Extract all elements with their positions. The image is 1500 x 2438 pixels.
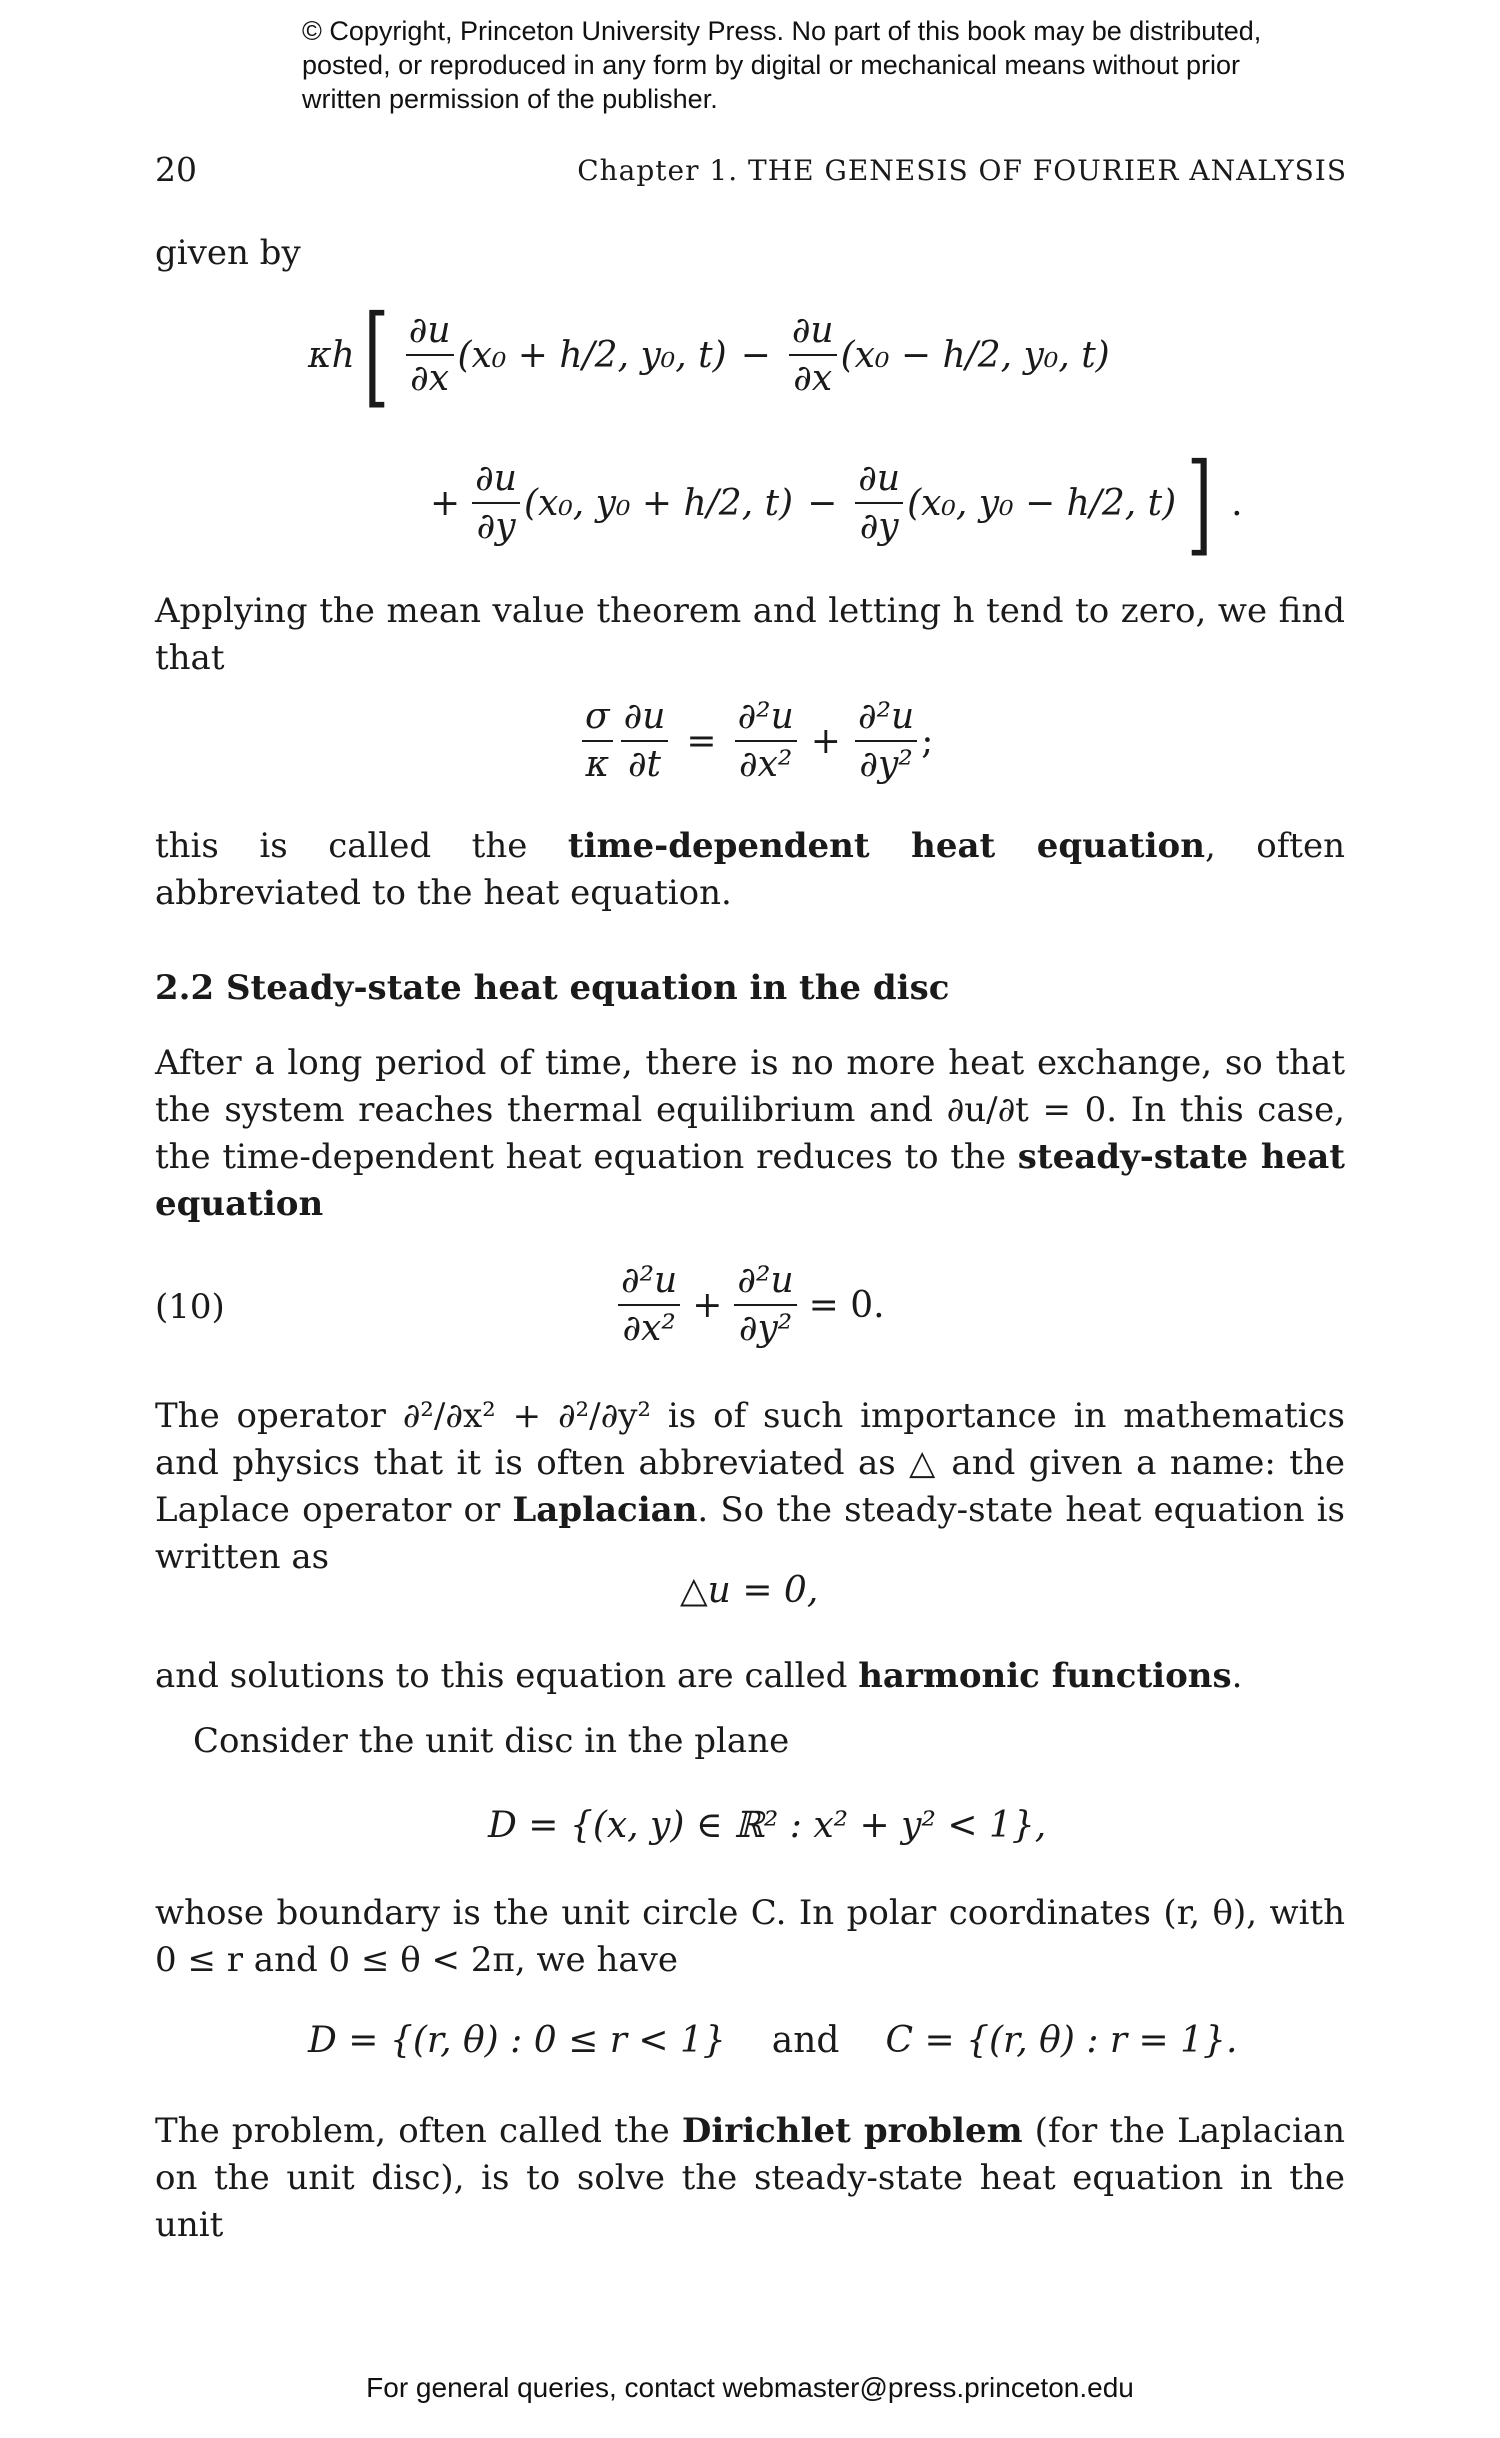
section-heading: 2.2 Steady-state heat equation in the disc bbox=[155, 968, 950, 1008]
running-head: Chapter 1. THE GENESIS OF FOURIER ANALYSIS bbox=[577, 154, 1347, 187]
laplace-equation-10 bbox=[614, 1258, 885, 1352]
fraction: $\frac{\text{∂²u}}{\text{∂y²}}$ bbox=[734, 1258, 796, 1352]
equals-zero: = 0. bbox=[808, 1284, 885, 1326]
term-laplacian: Laplacian bbox=[512, 1490, 698, 1530]
equation-number: (10) bbox=[155, 1287, 225, 1327]
steady-state-paragraph: After a long period of time, there is no more heat exchange, so that the system reaches thermal equilibrium and ∂u/∂t = 0. In this case, the time-dependent heat equation reduces to the steady-state heat equation bbox=[155, 1043, 1345, 1224]
plus: + bbox=[430, 482, 461, 524]
boundary-paragraph: whose boundary is the unit circle C. In polar coordinates (r, θ), with 0 ≤ r and 0 ≤ θ < 2π, we have bbox=[155, 1893, 1345, 1980]
equals: = bbox=[686, 720, 717, 762]
term-dirichlet-problem: Dirichlet problem bbox=[681, 2111, 1023, 2151]
heat-equation bbox=[578, 694, 933, 788]
term-steady-state-heat-equation: steady-state heat equation bbox=[155, 1137, 1345, 1224]
term-time-dependent-heat-equation: time-dependent heat equation bbox=[567, 826, 1205, 866]
given-by-text: given by bbox=[155, 233, 301, 273]
fraction: $\frac{\partial u}{\partial y}$ bbox=[472, 456, 520, 550]
period: . bbox=[1231, 482, 1243, 524]
dirichlet-paragraph: The problem, often called the Dirichlet problem (for the Laplacian on the unit disc), is to solve the steady-state heat equation in the unit bbox=[155, 2111, 1345, 2245]
fraction: $\frac{\text{∂²u}}{\text{∂y²}}$ bbox=[855, 694, 917, 788]
fraction: $\frac{\partial u}{\partial t}$ bbox=[621, 694, 669, 788]
fraction: $\frac{\partial u}{\partial x}$ bbox=[406, 308, 454, 402]
semicolon: ; bbox=[921, 720, 934, 762]
footer-contact: For general queries, contact webmaster@press.princeton.edu bbox=[366, 2372, 1134, 2403]
args: (x₀, y₀ − h/2, t) bbox=[907, 482, 1177, 524]
disc-definition: D = {(x, y) ∈ ℝ² : x² + y² < 1}, bbox=[488, 1805, 1047, 1846]
operator-paragraph: The operator ∂²/∂x² + ∂²/∂y² is of such importance in mathematics and physics that it is often abbreviated as △ and given a name: the Laplace operator or Laplacian. So the steady-state heat equation is written as bbox=[155, 1396, 1345, 1577]
page-number: 20 bbox=[155, 150, 197, 189]
plus: + bbox=[692, 1284, 723, 1326]
mean-value-paragraph: Applying the mean value theorem and letting h tend to zero, we find that bbox=[155, 591, 1345, 678]
flux-equation-line2 bbox=[430, 439, 1243, 567]
fraction: $\frac{\partial u}{\partial x}$ bbox=[789, 308, 837, 402]
and-text: and bbox=[771, 2020, 840, 2061]
args: (x₀ − h/2, y₀, t) bbox=[840, 334, 1110, 376]
circle-polar: C = {(r, θ) : r = 1}. bbox=[885, 2020, 1238, 2061]
harmonic-paragraph: and solutions to this equation are called harmonic functions. bbox=[155, 1656, 1243, 1696]
args: (x₀, y₀ + h/2, t) bbox=[523, 482, 794, 524]
plus: + bbox=[810, 720, 841, 762]
fraction: $\frac{\text{∂²u}}{\text{∂x²}}$ bbox=[618, 1258, 680, 1352]
copyright-notice: © Copyright, Princeton University Press. No part of this book may be distributed, posted, or reproduced in any form by digital or mechanical means without prior written permission of the publisher. bbox=[302, 16, 1262, 114]
laplace-equation-short: △u = 0, bbox=[680, 1570, 819, 1611]
minus: − bbox=[740, 334, 771, 376]
heat-equation-paragraph: this is called the time-dependent heat equation, often abbreviated to the heat equation. bbox=[155, 826, 1345, 913]
right-bracket: ] bbox=[1186, 439, 1213, 567]
kappa-h: κh bbox=[308, 334, 355, 376]
fraction: $\frac{\text{∂²u}}{\text{∂x²}}$ bbox=[735, 694, 797, 788]
args: (x₀ + h/2, y₀, t) bbox=[457, 334, 727, 376]
flux-equation-line1 bbox=[308, 291, 1110, 419]
polar-definitions bbox=[308, 2020, 1237, 2061]
left-bracket: [ bbox=[363, 291, 390, 419]
term-harmonic-functions: harmonic functions bbox=[858, 1656, 1232, 1696]
fraction: $\frac{\partial u}{\partial y}$ bbox=[855, 456, 903, 550]
minus: − bbox=[807, 482, 838, 524]
fraction: $\frac{\sigma}{\kappa}$ bbox=[582, 694, 613, 788]
disc-polar: D = {(r, θ) : 0 ≤ r < 1} bbox=[308, 2020, 726, 2061]
consider-paragraph: Consider the unit disc in the plane bbox=[193, 1721, 790, 1761]
